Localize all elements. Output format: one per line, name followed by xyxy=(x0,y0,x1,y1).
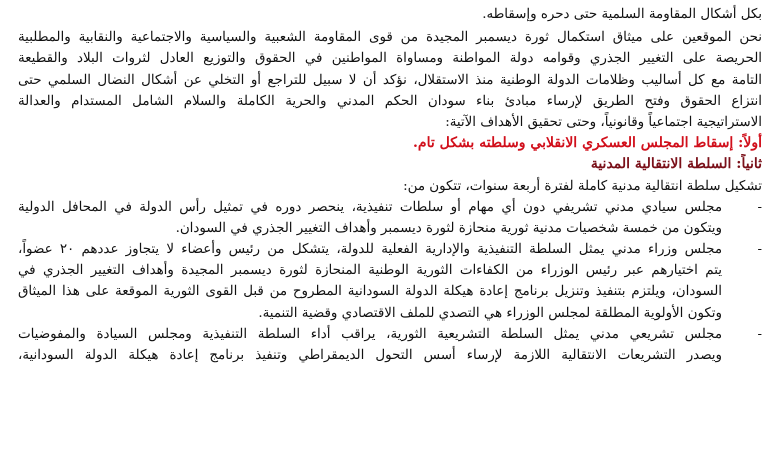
second-intro: تشكيل سلطة انتقالية مدنية كاملة لفترة أربعة سنوات، تتكون من: xyxy=(403,178,762,194)
bullet-line: وتكون الأولوية المطلقة لمجلس الوزراء هي التصدي للملف الاقتصادي وقضية التنمية. xyxy=(258,305,722,321)
bullet-line: ويصدر التشريعات الانتقالية اللازمة لإرساء أسس التحول الديمقراطي وتنفيذ برنامج إعادة هيكلة الدولة السودانية، xyxy=(18,348,722,363)
bullet-line: السودان، ويلتزم بتنفيذ وتنزيل برنامج إعادة هيكلة الدولة السودانية المطروح من قبل القوى الثورية الموقعة على هذا الميثاق xyxy=(18,284,722,300)
bullet-dash: - xyxy=(757,326,762,342)
heading-second: ثانياً: السلطة الانتقالية المدنية xyxy=(590,156,762,173)
bullet-sovereign-council xyxy=(18,197,762,239)
intro-line: انتزاع الحقوق وفتح الطريق لإرساء مبادئ بناء سودان الحكم المدني والحرية الكاملة والسلام الشامل المستدام والعدالة xyxy=(18,93,762,109)
bullet-line: مجلس سيادي مدني تشريفي دون أي مهام أو سلطات تنفيذية، ينحصر دوره في تمثيل رأس الدولة في المحافل الدولية xyxy=(18,199,722,215)
bullet-council-of-ministers xyxy=(18,239,762,324)
intro-line: الحريصة على التغيير الجذري وقوامه دولة المواطنة ومساواة المواطنين في الحقوق والتوزيع العادل لثروات البلاد والقطيعة xyxy=(18,51,762,67)
intro-line: الاستراتيجية اجتماعياً وقانونياً، وحتى تحقيق الأهداف الآتية: xyxy=(445,114,762,130)
intro-line: نحن الموقعين على ميثاق استكمال ثورة ديسمبر المجيدة من قوى المقاومة الشعبية والسياسية والاجتماعية والنقابية والمطلبية xyxy=(18,30,762,46)
bullet-line: مجلس وزراء مدني يمثل السلطة التنفيذية والإدارية الفعلية للدولة، يتشكل من رئيس وأعضاء لا يتجاوز عددهم ٢٠ عضواً، xyxy=(18,242,722,258)
top-line: بكل أشكال المقاومة السلمية حتى دحره وإسقاطه. xyxy=(482,7,762,22)
bullet-line: مجلس تشريعي مدني يمثل السلطة التشريعية الثورية، يراقب أداء السلطة التنفيذية ومجلس السيادة والمفوضيات xyxy=(18,326,722,342)
bullet-dash: - xyxy=(757,199,762,215)
bullet-dash: - xyxy=(757,242,762,258)
bullet-legislative-council xyxy=(18,324,762,366)
intro-line: التامة مع كل أساليب وظلامات الدولة الوطنية منذ الاستقلال، نؤكد أن لا سبيل للتراجع أو التخلي عن أشكال النضال السلمي حتى xyxy=(18,72,762,88)
heading-first: أولاً: إسقاط المجلس العسكري الانقلابي وسلطته بشكل تام. xyxy=(413,135,762,152)
bullet-line: يتم اختيارهم عبر رئيس الوزراء من الكفاءات الثورية الوطنية المنحازة لثورة ديسمبر المجيدة وأهداف التغيير الجذري في xyxy=(18,263,722,279)
intro-paragraph xyxy=(18,27,762,133)
bullet-line: ويتكون من خمسة شخصيات مدنية ثورية منحازة لثورة ديسمبر وأهداف التغيير الجذري في السودان. xyxy=(175,220,722,236)
